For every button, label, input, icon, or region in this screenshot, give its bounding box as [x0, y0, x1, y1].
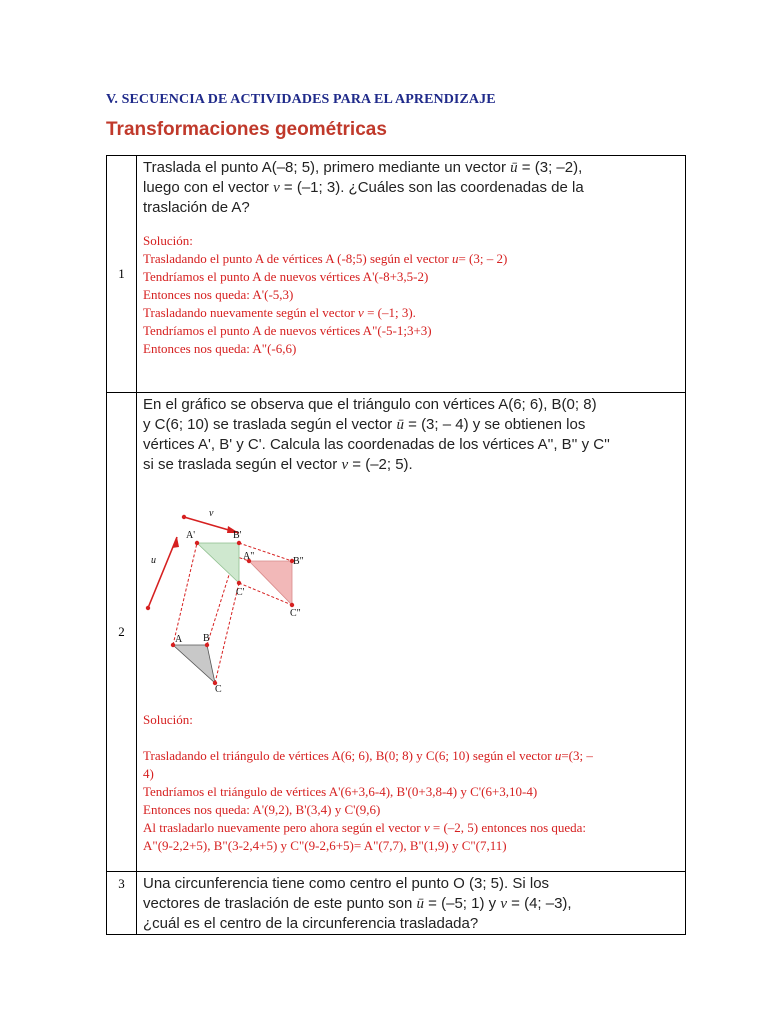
triangle-abc — [173, 645, 215, 683]
solution-line: Entonces nos queda: A"(-6,6) — [143, 341, 297, 356]
solution-line: Entonces nos queda: A'(-5,3) — [143, 287, 294, 302]
solution-line: Trasladando el punto A de vértices A (-8;5) según el vector u= (3; – 2) — [143, 251, 508, 266]
row-content — [137, 156, 686, 393]
triangle-a1b1c1 — [197, 543, 239, 583]
vector-v-symbol: v — [341, 457, 349, 473]
vector-u-symbol: u — [451, 251, 459, 266]
solution-line: Trasladando nuevamente según el vector v = (–1; 3). — [143, 305, 416, 320]
row-number: 3 — [107, 872, 137, 935]
vector-u-symbol: ū — [510, 160, 518, 176]
solution-block — [137, 232, 685, 358]
problem-statement: Traslada el punto A(–8; 5), primero mediante un vector ū = (3; –2), luego con el vector v = (–1; 3). ¿Cuáles son las coordenadas de la traslación de A? — [143, 159, 584, 216]
solution-heading: Solución: — [143, 233, 193, 248]
document-title: Transformaciones geométricas — [106, 119, 387, 140]
label-v: v — [209, 508, 214, 519]
solution-line: Tendríamos el triángulo de vértices A'(6+3,6-4), B'(0+3,8-4) y C'(6+3,10-4) — [143, 784, 538, 799]
table-row — [107, 156, 686, 393]
solution-line: Trasladando el triángulo de vértices A(6; 6), B(0; 8) y C(6; 10) según el vector u=(3; – — [143, 748, 593, 763]
table-row — [107, 872, 686, 935]
vector-v-symbol: v — [423, 820, 430, 835]
label-b: B — [203, 633, 210, 644]
solution-line: Al trasladarlo nuevamente pero ahora según el vector v = (–2, 5) entonces nos queda: — [143, 820, 587, 835]
point-marker — [146, 606, 150, 610]
problem-statement: Una circunferencia tiene como centro el punto O (3; 5). Si los vectores de traslación de este punto son ū = (–5; 1) y v = (4; –3), ¿cuál es el centro de la circunferencia trasladada? — [143, 875, 572, 932]
row-content — [137, 393, 686, 872]
label-b2: B" — [293, 556, 304, 567]
solution-line: Tendríamos el punto A de nuevos vértices A"(-5-1;3+3) — [143, 323, 432, 338]
row-number: 2 — [107, 393, 137, 872]
solution-line: Entonces nos queda: A'(9,2), B'(3,4) y C'(9,6) — [143, 802, 381, 817]
triangle-a2b2c2 — [249, 561, 292, 605]
row-content — [137, 872, 686, 935]
activities-table — [106, 155, 686, 935]
vector-u-symbol: u — [554, 748, 562, 763]
solution-block — [137, 711, 685, 855]
vector-u-symbol: ū — [416, 896, 425, 912]
problem-statement: En el gráfico se observa que el triángulo con vértices A(6; 6), B(0; 8) y C(6; 10) se traslada según el vector ū = (3; – 4) y se obtienen los vértices A', B' y C'. Calcula las coordenadas de los vértices A'', B'' y C'' si se traslada según el vector v = (–2; 5). — [143, 396, 610, 473]
solution-line: Tendríamos el punto A de nuevos vértices A'(-8+3,5-2) — [143, 269, 429, 284]
label-b1: B' — [233, 530, 242, 541]
label-c1: C' — [236, 587, 245, 598]
label-a1: A' — [186, 530, 196, 541]
label-a2: A" — [243, 551, 255, 562]
label-c2: C" — [290, 608, 301, 619]
solution-heading: Solución: — [143, 712, 193, 727]
solution-line: 4) — [143, 766, 154, 781]
table-row — [107, 393, 686, 872]
vector-v-symbol: v — [500, 896, 507, 912]
vector-v-symbol: v — [273, 180, 280, 196]
section-heading: V. SECUENCIA DE ACTIVIDADES PARA EL APRENDIZAJE — [106, 92, 496, 107]
vector-u-symbol: ū — [396, 417, 404, 433]
label-u: u — [151, 555, 156, 566]
row-number: 1 — [107, 156, 137, 393]
translation-figure — [139, 493, 329, 693]
solution-line: A"(9-2,2+5), B"(3-2,4+5) y C"(9-2,6+5)= A"(7,7), B"(1,9) y C"(7,11) — [143, 838, 507, 853]
label-a: A — [175, 634, 183, 645]
vector-v-symbol: v — [358, 305, 364, 320]
label-c: C — [215, 684, 222, 693]
point-marker — [182, 515, 186, 519]
